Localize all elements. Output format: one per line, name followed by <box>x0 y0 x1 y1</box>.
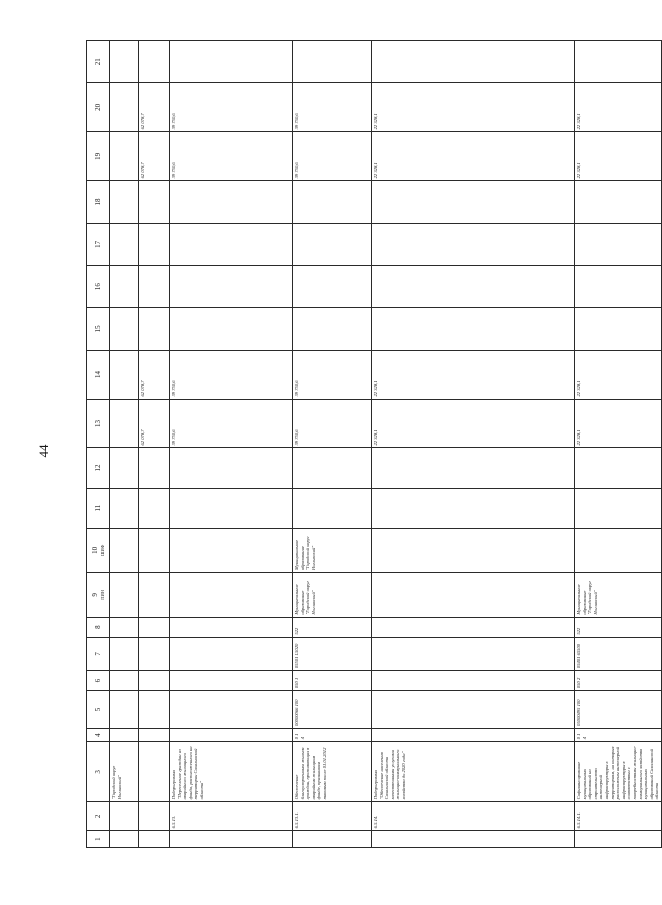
table-cell-col-16 <box>139 265 170 307</box>
table-cell-col-7 <box>372 637 575 670</box>
table-cell-col-3: Подпрограмма "Переселение граждан из аварийного жилищного фонда, расположенного на территории Сахалинской области" <box>170 742 293 802</box>
table-cell-col-3: Софинансирование муниципальных образований на строительство инженерной инфраструктуры к территориям, на которых расположены инженерной инфраструктуры в соответствии с потребностями жилищно-коммунального хозяйства муниципальных образований Сахалинской области <box>575 742 662 802</box>
table-cell-col-11 <box>372 488 575 528</box>
table-cell-col-8 <box>110 617 139 637</box>
header-row <box>87 41 110 848</box>
table-cell-col-7 <box>110 637 139 670</box>
table-cell-col-1 <box>372 831 575 848</box>
table-cell-col-2: 6.5.13.1. <box>293 802 372 831</box>
table-cell-col-20 <box>110 83 139 132</box>
table-row <box>170 41 293 848</box>
table-cell-col-3 <box>139 742 170 802</box>
rotated-table-wrapper <box>86 40 660 848</box>
table-cell-col-13 <box>110 399 139 448</box>
table-cell-col-9 <box>110 573 139 618</box>
table-cell-col-19: 22 328,1 <box>372 132 575 181</box>
table-cell-col-2 <box>139 802 170 831</box>
table-cell-col-5: 05000495 100 <box>575 691 662 729</box>
table-cell-col-18 <box>170 181 293 223</box>
table-cell-col-11 <box>170 488 293 528</box>
table-cell-col-1 <box>110 831 139 848</box>
table-cell-col-15 <box>575 308 662 350</box>
table-body <box>110 41 662 848</box>
table-cell-col-10 <box>575 528 662 573</box>
table-cell-col-2: 6.5.13. <box>170 802 293 831</box>
table-cell-col-10 <box>139 528 170 573</box>
table-cell-col-4 <box>110 728 139 741</box>
table-row <box>139 41 170 848</box>
table-cell-col-8 <box>170 617 293 637</box>
table-cell-col-6 <box>139 671 170 691</box>
table-cell-col-12 <box>139 448 170 488</box>
header-cell: 5 <box>87 691 110 729</box>
header-cell: 12 <box>87 448 110 488</box>
table-cell-col-2: 6.5.14. <box>372 802 575 831</box>
table-cell-col-21 <box>293 41 372 83</box>
table-cell-col-1 <box>293 831 372 848</box>
table-cell-col-19: 62 078,7 <box>139 132 170 181</box>
table-cell-col-16 <box>110 265 139 307</box>
header-cell: 15 <box>87 308 110 350</box>
table-cell-col-7: 05501 L5020 <box>293 637 372 670</box>
table-cell-col-16 <box>372 265 575 307</box>
table-cell-col-5 <box>170 691 293 729</box>
table-cell-col-8 <box>372 617 575 637</box>
table-row <box>293 41 372 848</box>
table-cell-col-2: 6.5.14.1. <box>575 802 662 831</box>
table-cell-col-14: 62 078,7 <box>139 350 170 399</box>
table-cell-col-13: 39 750,6 <box>293 399 372 448</box>
table-cell-col-10 <box>372 528 575 573</box>
table-cell-col-18 <box>575 181 662 223</box>
table-cell-col-1 <box>170 831 293 848</box>
table-cell-col-7: 05401 65500 <box>575 637 662 670</box>
header-cell: 14 <box>87 350 110 399</box>
table-cell-col-16 <box>575 265 662 307</box>
table-cell-col-4: 0 1 4 <box>293 728 372 741</box>
table-cell-col-8: 522 <box>575 617 662 637</box>
table-cell-col-7 <box>170 637 293 670</box>
table-cell-col-15 <box>139 308 170 350</box>
table-cell-col-21 <box>372 41 575 83</box>
header-cell: 11 <box>87 488 110 528</box>
table-cell-col-19: 39 750,6 <box>293 132 372 181</box>
table-row <box>110 41 139 848</box>
table-cell-col-14: 39 750,6 <box>293 350 372 399</box>
header-cell: 6 <box>87 671 110 691</box>
table-cell-col-9 <box>139 573 170 618</box>
table-cell-col-9: Муниципальное образование "Городской округ Ногликский" <box>575 573 662 618</box>
header-cell: 3 <box>87 742 110 802</box>
header-cell: 17 <box>87 223 110 265</box>
table-cell-col-10 <box>170 528 293 573</box>
table-cell-col-5 <box>139 691 170 729</box>
table-cell-col-21 <box>575 41 662 83</box>
header-cell: 18 <box>87 181 110 223</box>
table-cell-col-19: 39 750,6 <box>170 132 293 181</box>
table-cell-col-14: 22 328,1 <box>372 350 575 399</box>
table-cell-col-17 <box>575 223 662 265</box>
table-cell-col-4 <box>372 728 575 741</box>
table-cell-col-13: 22 328,1 <box>575 399 662 448</box>
table-cell-col-20: 62 078,7 <box>139 83 170 132</box>
table-cell-col-10 <box>110 528 139 573</box>
table-cell-col-7 <box>139 637 170 670</box>
table-cell-col-4 <box>170 728 293 741</box>
table-cell-col-1 <box>139 831 170 848</box>
table-cell-col-13: 22 328,1 <box>372 399 575 448</box>
table-cell-col-12 <box>110 448 139 488</box>
header-cell: 7 <box>87 637 110 670</box>
table-cell-col-12 <box>372 448 575 488</box>
table-cell-col-20: 39 750,6 <box>170 83 293 132</box>
table-cell-col-17 <box>372 223 575 265</box>
table-cell-col-18 <box>293 181 372 223</box>
table-cell-col-6 <box>372 671 575 691</box>
table-cell-col-3: "Городской округ Ногликский" <box>110 742 139 802</box>
table-cell-col-8 <box>139 617 170 637</box>
table-cell-col-13: 62 078,7 <box>139 399 170 448</box>
page-number: 44 <box>36 444 51 458</box>
header-cell: 13 <box>87 399 110 448</box>
table-cell-col-10: Муниципальное образование "Городской округ Ногликский" <box>293 528 372 573</box>
table-row <box>372 41 575 848</box>
table-row <box>575 41 662 848</box>
header-cell: 10 ШИФ <box>87 528 110 573</box>
table-cell-col-19: 22 328,1 <box>575 132 662 181</box>
table-cell-col-19 <box>110 132 139 181</box>
budget-table <box>86 40 662 848</box>
header-cell: 8 <box>87 617 110 637</box>
table-cell-col-1 <box>575 831 662 848</box>
table-cell-col-11 <box>293 488 372 528</box>
table-cell-col-13: 39 750,6 <box>170 399 293 448</box>
header-cell: 9 ПИН <box>87 573 110 618</box>
table-cell-col-12 <box>575 448 662 488</box>
table-cell-col-16 <box>170 265 293 307</box>
table-cell-col-11 <box>139 488 170 528</box>
table-cell-col-9 <box>372 573 575 618</box>
table-cell-col-12 <box>293 448 372 488</box>
header-cell: 16 <box>87 265 110 307</box>
table-cell-col-21 <box>110 41 139 83</box>
table-cell-col-21 <box>139 41 170 83</box>
table-cell-col-15 <box>110 308 139 350</box>
table-cell-col-5: 00000066 100 <box>293 691 372 729</box>
table-cell-col-15 <box>170 308 293 350</box>
table-cell-col-17 <box>110 223 139 265</box>
table-cell-col-14: 39 750,6 <box>170 350 293 399</box>
table-cell-col-6: 050 1 <box>293 671 372 691</box>
table-cell-col-6 <box>170 671 293 691</box>
table-cell-col-15 <box>293 308 372 350</box>
header-cell: 2 <box>87 802 110 831</box>
table-cell-col-6 <box>110 671 139 691</box>
header-cell: 19 <box>87 132 110 181</box>
table-cell-col-20: 39 750,6 <box>293 83 372 132</box>
table-cell-col-20: 22 328,1 <box>575 83 662 132</box>
table-cell-col-8: 522 <box>293 617 372 637</box>
table-cell-col-3: Подпрограмма "Обеспечение населения Сахалинской области качественными услугами жилищно-коммунального хозяйства до 2020 года" <box>372 742 575 802</box>
header-cell: 21 <box>87 41 110 83</box>
table-cell-col-14: 22 328,1 <box>575 350 662 399</box>
table-cell-col-18 <box>139 181 170 223</box>
table-cell-col-20: 22 328,1 <box>372 83 575 132</box>
table-cell-col-11 <box>575 488 662 528</box>
table-cell-col-5 <box>372 691 575 729</box>
header-cell: 1 <box>87 831 110 848</box>
table-cell-col-21 <box>170 41 293 83</box>
table-cell-col-4 <box>139 728 170 741</box>
table-cell-col-18 <box>110 181 139 223</box>
table-cell-col-11 <box>110 488 139 528</box>
table-cell-col-14 <box>110 350 139 399</box>
table-cell-col-18 <box>372 181 575 223</box>
header-cell: 20 <box>87 83 110 132</box>
table-cell-col-6: 050 2 <box>575 671 662 691</box>
table-cell-col-17 <box>170 223 293 265</box>
table-cell-col-12 <box>170 448 293 488</box>
table-cell-col-17 <box>293 223 372 265</box>
table-cell-col-5 <box>110 691 139 729</box>
table-cell-col-4: 0 1 4 <box>575 728 662 741</box>
table-cell-col-17 <box>139 223 170 265</box>
table-cell-col-2 <box>110 802 139 831</box>
table-cell-col-3: Обеспечение благоустроенным жильем граждан, проживающих в аварийном жилищном фонде, признанном таковым после 01.01.2012 <box>293 742 372 802</box>
header-cell: 4 <box>87 728 110 741</box>
table-cell-col-9: Муниципальное образование "Городской округ Ногликский" <box>293 573 372 618</box>
table-cell-col-15 <box>372 308 575 350</box>
table-cell-col-16 <box>293 265 372 307</box>
table-cell-col-9 <box>170 573 293 618</box>
